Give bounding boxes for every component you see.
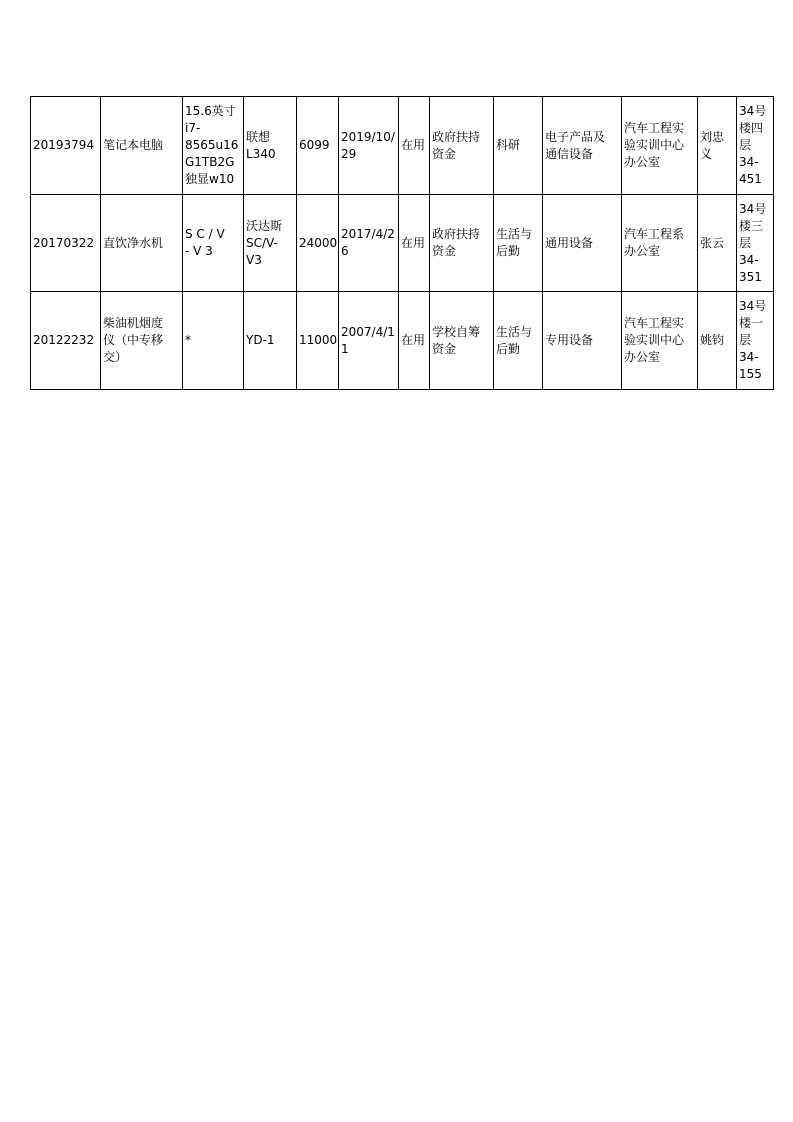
keeper-cell — [698, 292, 737, 390]
purchase-date-cell — [339, 195, 399, 292]
usage-cell — [494, 97, 543, 195]
cell-text-line: 资金 — [432, 341, 457, 356]
cell-text-line: 柴油机烟度 — [103, 316, 164, 330]
department-cell — [622, 195, 698, 292]
table-row — [31, 97, 774, 195]
cell-text-line: 办公室 — [624, 350, 661, 364]
cell-text-line: 生活与 — [496, 324, 533, 339]
cell-text-line: L340 — [246, 146, 276, 161]
cell-text-line: 155 — [739, 367, 762, 381]
location-cell — [737, 195, 774, 292]
cell-text-line: 联想 — [246, 129, 271, 144]
cell-text-line: 汽车工程实 — [624, 316, 685, 330]
cell-text-line: 汽车工程实 — [624, 121, 685, 135]
cell-text-line: 义 — [700, 146, 713, 161]
usage-cell — [494, 292, 543, 390]
cell-text-line: 直饮净水机 — [103, 235, 164, 250]
cell-text-line: 2019/10/ — [341, 129, 395, 144]
department-cell — [622, 97, 698, 195]
cell-text-line: 楼一 — [739, 316, 764, 330]
cell-text-line: 在用 — [401, 235, 426, 250]
cell-text-line: i7- — [185, 121, 201, 135]
cell-text-line: 2017/4/2 — [341, 227, 395, 241]
cell-text-line: 资金 — [432, 146, 457, 161]
cell-text-line: 24000 — [299, 235, 338, 250]
cell-text-line: SC/V- — [246, 235, 278, 250]
cell-text-line: V3 — [246, 252, 262, 267]
cell-text-line: 34- — [739, 252, 759, 267]
price-cell — [297, 97, 339, 195]
cell-text-line: 沃达斯 — [246, 218, 283, 233]
spec-cell — [183, 195, 244, 292]
spec-cell — [183, 292, 244, 390]
cell-text-line: 层 — [739, 138, 752, 152]
price-cell — [297, 195, 339, 292]
cell-text-line: 独显w10 — [185, 172, 235, 186]
cell-text-line: 刘忠 — [700, 129, 725, 144]
department-cell — [622, 292, 698, 390]
cell-text-line: 29 — [341, 146, 357, 161]
cell-text-line: YD-1 — [246, 333, 275, 347]
cell-text-line: 楼三 — [739, 218, 764, 233]
asset-id-cell — [31, 195, 101, 292]
cell-text-line: 通信设备 — [545, 146, 594, 161]
spec-cell — [183, 97, 244, 195]
table-row — [31, 292, 774, 390]
cell-text-line: 汽车工程系 — [624, 227, 685, 241]
asset-table — [30, 96, 774, 390]
cell-text-line: 34号 — [739, 104, 767, 118]
cell-text-line: 专用设备 — [545, 333, 594, 347]
cell-text-line: 后勤 — [496, 341, 521, 356]
cell-text-line: 34号 — [739, 299, 767, 313]
cell-text-line: 20122232 — [33, 333, 95, 347]
cell-text-line: 34- — [739, 350, 759, 364]
table-row — [31, 195, 774, 292]
cell-text-line: * — [185, 333, 191, 347]
asset-id-cell — [31, 292, 101, 390]
cell-text-line: 楼四 — [739, 121, 764, 135]
cell-text-line: 生活与 — [496, 227, 533, 241]
keeper-cell — [698, 195, 737, 292]
cell-text-line: 笔记本电脑 — [103, 138, 164, 152]
cell-text-line: G1TB2G — [185, 155, 235, 169]
status-cell — [399, 97, 430, 195]
cell-text-line: 张云 — [700, 235, 725, 250]
cell-text-line: 1 — [341, 341, 349, 356]
cell-text-line: 层 — [739, 235, 752, 250]
cell-text-line: 34- — [739, 155, 759, 169]
model-cell — [244, 195, 297, 292]
status-cell — [399, 195, 430, 292]
category-cell — [543, 292, 622, 390]
cell-text-line: 351 — [739, 269, 762, 284]
purchase-date-cell — [339, 97, 399, 195]
funding-source-cell — [430, 97, 494, 195]
location-cell — [737, 292, 774, 390]
cell-text-line: 通用设备 — [545, 235, 594, 250]
model-cell — [244, 97, 297, 195]
asset-id-cell — [31, 97, 101, 195]
cell-text-line: 政府扶持 — [432, 227, 481, 241]
price-cell — [297, 292, 339, 390]
cell-text-line: 仪（中专移 — [103, 333, 164, 347]
cell-text-line: 451 — [739, 172, 762, 186]
asset-name-cell — [101, 97, 183, 195]
cell-text-line: 8565u16 — [185, 138, 239, 152]
cell-text-line: 学校自筹 — [432, 324, 481, 339]
location-cell — [737, 97, 774, 195]
cell-text-line: 在用 — [401, 333, 426, 347]
cell-text-line: 15.6英寸 — [185, 104, 236, 118]
cell-text-line: 资金 — [432, 244, 457, 258]
cell-text-line: 验实训中心 — [624, 333, 685, 347]
table-body — [31, 97, 774, 390]
cell-text-line: 后勤 — [496, 244, 521, 258]
status-cell — [399, 292, 430, 390]
cell-text-line: 20170322 — [33, 235, 95, 250]
category-cell — [543, 97, 622, 195]
cell-text-line: 34号 — [739, 201, 767, 216]
cell-text-line: 6 — [341, 244, 349, 258]
cell-text-line: S C / V — [185, 227, 225, 241]
cell-text-line: 姚钧 — [700, 333, 725, 347]
purchase-date-cell — [339, 292, 399, 390]
model-cell — [244, 292, 297, 390]
cell-text-line: 交） — [103, 350, 128, 364]
cell-text-line: 科研 — [496, 138, 521, 152]
funding-source-cell — [430, 195, 494, 292]
category-cell — [543, 195, 622, 292]
cell-text-line: 20193794 — [33, 138, 95, 152]
cell-text-line: 验实训中心 — [624, 138, 685, 152]
cell-text-line: 办公室 — [624, 155, 661, 169]
cell-text-line: - V 3 — [185, 244, 213, 258]
asset-name-cell — [101, 292, 183, 390]
cell-text-line: 6099 — [299, 138, 330, 152]
cell-text-line: 层 — [739, 333, 752, 347]
cell-text-line: 电子产品及 — [545, 129, 606, 144]
cell-text-line: 2007/4/1 — [341, 324, 395, 339]
keeper-cell — [698, 97, 737, 195]
cell-text-line: 在用 — [401, 138, 426, 152]
usage-cell — [494, 195, 543, 292]
asset-name-cell — [101, 195, 183, 292]
cell-text-line: 办公室 — [624, 244, 661, 258]
cell-text-line: 11000 — [299, 333, 338, 347]
funding-source-cell — [430, 292, 494, 390]
cell-text-line: 政府扶持 — [432, 129, 481, 144]
